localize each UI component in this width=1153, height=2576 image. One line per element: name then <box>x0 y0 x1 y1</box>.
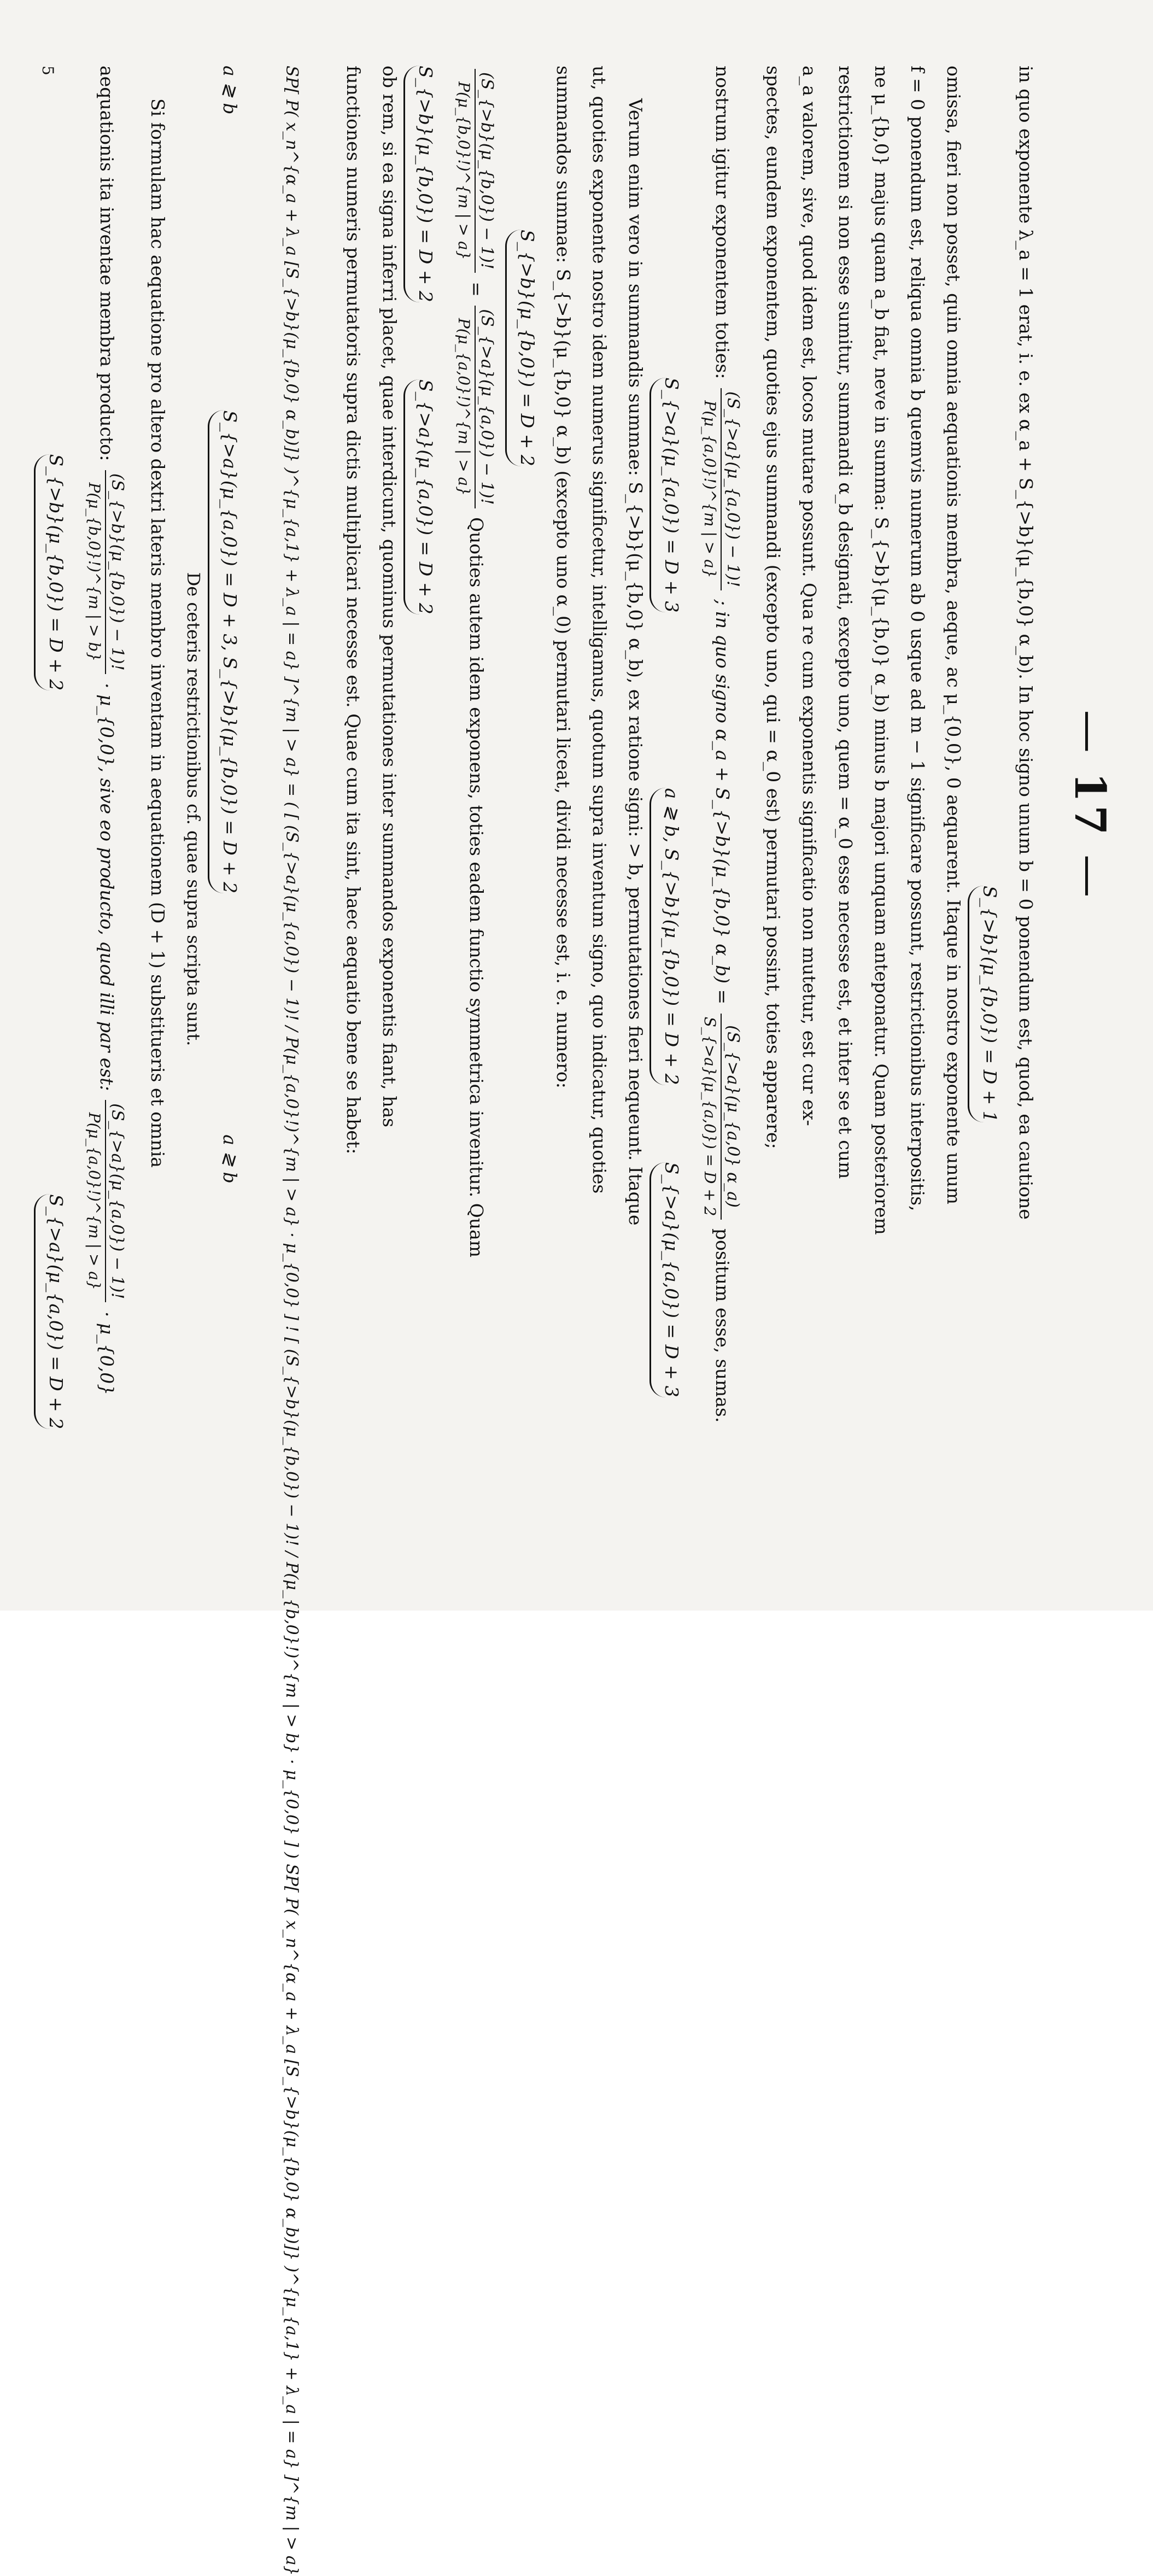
text-line-2: omissa, fieri non posset, quin omnia aequationis membra, aeque, ac μ_{0,0}, 0 aequarent. Itaque in nostro exponente unum <box>943 66 964 1205</box>
formula-underbraces <box>653 66 689 1553</box>
text-line-5: restrictionem si non esse sumitur, summandi α_b designati, excepto uno, quem = α_0 esse necesse est, et inter se et cum <box>835 66 856 1179</box>
fraction-numerator: (S_{>b}(μ_{b,0}) − 1)! <box>475 69 498 273</box>
text-line-1: in quo exponente λ_a = 1 erat, i. e. ex α_a + S_{>b}(μ_{b,0} α_b). In hoc signo unum b = 0 ponendum est, quod, ea cautione <box>1015 66 1037 1220</box>
fraction-denominator: P(μ_{a,0}!)^{m | > a} <box>455 318 473 496</box>
formula-line-exponent <box>689 66 755 1553</box>
page-body <box>38 66 1044 2576</box>
main-equation-mid: = ( [ (S_{>a}(μ_{a,0}) − 1)! / P(μ_{a,0}!)^{m | > a} · μ_{0,0} ] ! [ (S_{>b}(μ_{b,0}) − 1)! / P(μ_{b,0}!)^{m | > b} · μ_{0,0} ] ) <box>282 782 301 1859</box>
fraction-permutations-a <box>699 388 744 590</box>
text-line-14 <box>74 66 139 1553</box>
signature-mark: 5 <box>39 66 57 75</box>
text-line-3: f = 0 ponendum est, reliqua omnia b quemvis numerum ab 0 usque ad m − 1 significare possunt, restrictionibus interpositis, <box>907 66 928 1211</box>
brace-note-2 <box>509 66 545 1553</box>
eq1-tail-text: Quoties autem idem exponens, toties eadem functio symmetrica invenitur. Quam <box>466 517 487 1258</box>
fraction-sum-alpha <box>699 1014 744 1220</box>
summandos-body: S_{>b}(μ_{b,0} α_b) (excepto uno α_0) permutari liceat, dividi necesse est, i. e. numero: <box>553 268 574 1088</box>
text-line-13: Si formulam hac aequatione pro altero dextri lateris membro inventam in aequationem (D + 1) substitueris et omnia <box>147 98 168 1168</box>
main-equation <box>248 66 335 2576</box>
main-eq-sub-right: a ≷ b <box>219 1134 241 1184</box>
fraction-denominator: P(μ_{b,0}!)^{m | > b} <box>85 482 103 662</box>
last-fraction-a <box>83 1100 128 1302</box>
underbrace-last-left: S_{>b}(μ_{b,0}) = D + 2 <box>34 454 74 691</box>
text-line-12: functiones numeris permutatoris supra dictis multiplicari necesse est. Quae cum ita sint, haec aequatio bene se habet: <box>343 66 364 1155</box>
text-line-8: Verum enim vero in summandis summae: S_{>b}(μ_{b,0} α_b), ex ratione signi: > b, permutationes fieri nequeunt. Itaque <box>625 98 646 1226</box>
underbrace-last-right: S_{>a}(μ_{a,0}) = D + 2 <box>34 1194 74 1429</box>
product-prefix: aequationis ita inventae membra producto: <box>96 66 118 461</box>
page-number: 17 <box>1065 772 1115 839</box>
text-line-11: ob rem, si ea signa inferri placet, quae interdicunt, quominus permutationes inter summandos exponentis fiant, has <box>379 66 400 1128</box>
eq1-lhs-fraction <box>453 69 498 273</box>
text-line-6: a_a valorem, sive, quod idem est, locos mutare possunt. Qua re cum exponentis significatio non mutetur, est cur ex- <box>799 66 820 1126</box>
text-line-4: ne μ_{b,0} majus quam a_b fiat, neve in summa: S_{>b}(μ_{b,0} α_b) minus b majori unquam anteponatur. Quam posteriorem <box>871 66 892 1235</box>
header-dash-right: — <box>1065 854 1114 901</box>
page-header <box>1065 0 1115 1611</box>
equals-sign: = <box>466 282 487 297</box>
fraction-numerator: (S_{>a}(μ_{a,0} α_a) <box>721 1014 744 1220</box>
formula-mid: ; in quo signo α_a + S_{>b}(μ_{b,0} α_b) = <box>712 599 733 1005</box>
text-line-10 <box>545 66 581 1553</box>
formula-suffix: positum esse, sumas. <box>712 1228 733 1423</box>
text-line-7: spectes, eundem exponentem, quoties ejus summandi (excepto uno, qui = α_0 est) permutari possint, toties apparere; <box>763 66 784 1149</box>
fraction-numerator: (S_{>a}(μ_{a,0}) − 1)! <box>475 306 498 508</box>
underbrace-a-d3: S_{>a}(μ_{a,0}) = D + 3 <box>649 378 689 613</box>
summandos-prefix: summandos summae: <box>553 66 574 264</box>
main-eq-sub-left: a ≷ b <box>219 66 241 115</box>
underbrace-1: S_{>b}(μ_{b,0}) = D + 1 <box>968 886 1008 1122</box>
main-equation-subscripts <box>212 66 248 1553</box>
last-mid-text: · μ_{0,0}, sive eo producto, quod illi par est: <box>96 683 118 1091</box>
main-equation-lhs: SP[ P( x_n^{α_a + λ_a [S_{>b}(μ_{b,0} α_b)]} )^{μ_{a,1} + λ_a | = a} ]^{m | > a} <box>282 66 301 778</box>
underbrace-a-d3-b: S_{>a}(μ_{a,0}) = D + 3 <box>649 1162 689 1397</box>
last-tail: · μ_{0,0} <box>96 1311 118 1396</box>
underbrace-b-d2: S_{>b}(μ_{b,0}) = D + 2 <box>505 230 545 466</box>
main-equation-rhs: SP[ P( x_n^{α_a + λ_a [S_{>b}(μ_{b,0} α_b)]} )^{μ_{a,1} + λ_a | = a} ]^{m | > a} <box>282 1864 301 2576</box>
formula-prefix: nostrum igitur exponentem toties: <box>712 66 733 379</box>
text-line-9: ut, quoties exponente nostro idem numerus significetur, intelligamus, quotum supra inventum signo, quo indicatur, quoties <box>589 66 610 1194</box>
eq1-rhs-fraction <box>453 306 498 508</box>
equation-1 <box>443 66 509 1553</box>
equation-1-underbraces <box>407 66 443 1553</box>
underbrace-eq1-left: S_{>b}(μ_{b,0}) = D + 2 <box>403 66 443 302</box>
fraction-numerator: (S_{>a}(μ_{a,0}) − 1)! <box>105 1100 128 1302</box>
fraction-denominator: P(μ_{b,0}!)^{m | > a} <box>455 81 473 260</box>
header-dash-left: — <box>1065 710 1114 756</box>
brace-note-1 <box>971 66 1008 1553</box>
fraction-numerator: (S_{>b}(μ_{b,0}) − 1)! <box>105 470 128 674</box>
last-fraction-b <box>83 470 128 674</box>
last-underbraces <box>38 66 74 1553</box>
underbrace-eq1-right: S_{>a}(μ_{a,0}) = D + 2 <box>403 379 443 614</box>
fraction-denominator: S_{>a}(μ_{a,0}) = D + 2 <box>701 1016 719 1216</box>
fraction-numerator: (S_{>a}(μ_{a,0}) − 1)! <box>721 388 744 590</box>
fraction-denominator: P(μ_{a,0}!)^{m | > a} <box>85 1112 103 1290</box>
main-eq-underbrace: S_{>a}(μ_{a,0}) = D + 3, S_{>b}(μ_{b,0}) = D + 2 <box>208 410 248 893</box>
main-equation-note: De ceteris restrictionibus cf. quae supra scripta sunt. <box>183 572 204 1046</box>
underbrace-ab-d2: a ≷ b, S_{>b}(μ_{b,0}) = D + 2 <box>649 788 689 1085</box>
fraction-denominator: P(μ_{a,0}!)^{m | > a} <box>701 400 719 578</box>
